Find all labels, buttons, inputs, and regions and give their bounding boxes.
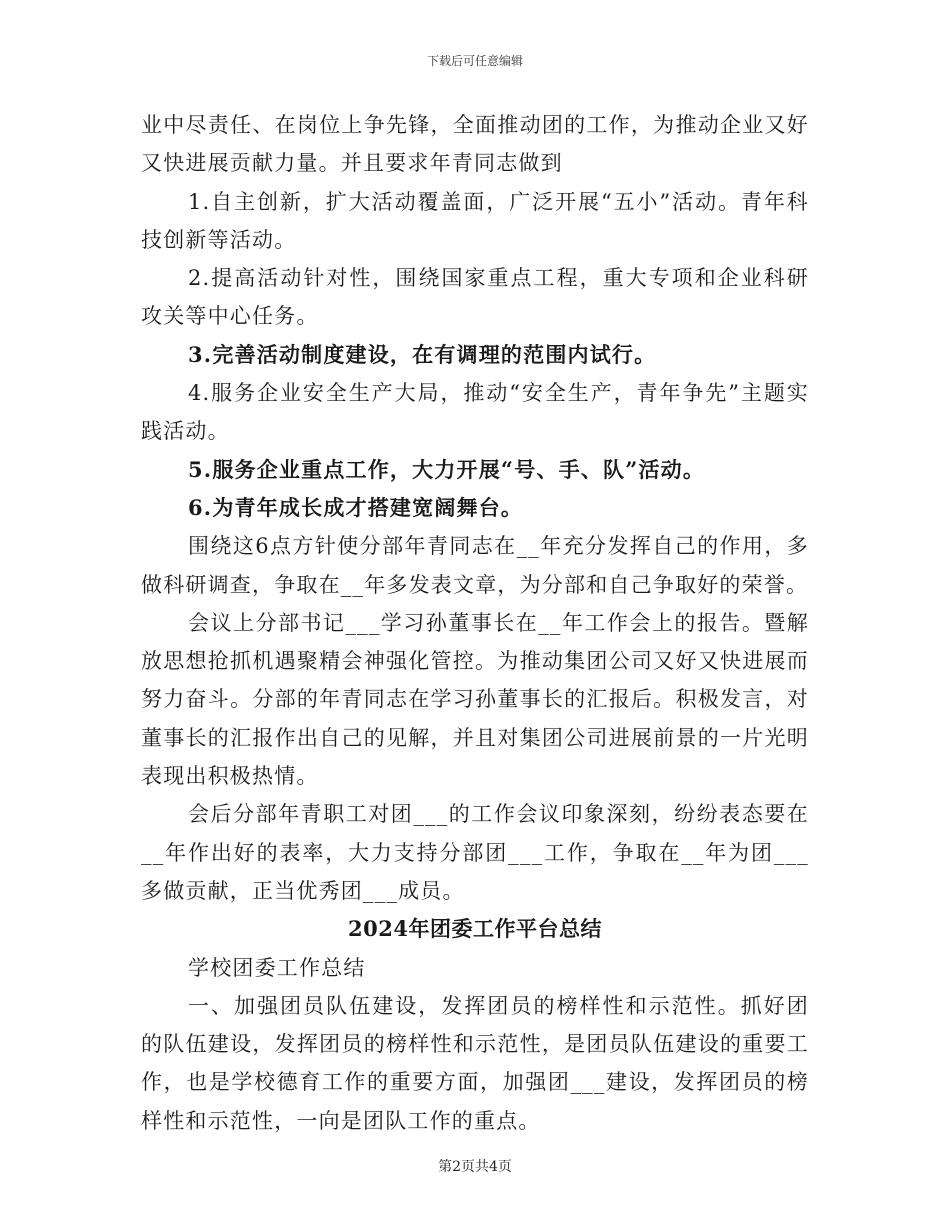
list-item-2: 2.提高活动针对性，围绕国家重点工程，重大专项和企业科研攻关等中心任务。: [141, 266, 809, 329]
paragraph: 一、加强团员队伍建设，发挥团员的榜样性和示范性。抓好团的队伍建设，发挥团员的榜样性和示范性，是团员队伍建设的重要工作，也是学校德育工作的重要方面，加强团___建设，发挥团员的榜样性和示范性，一向是团队工作的重点。: [141, 993, 809, 1133]
paragraph: 会后分部年青职工对团___的工作会议印象深刻，纷纷表态要在__年作出好的表率，大力支持分部团___工作，争取在__年为团___多做贡献，正当优秀团___成员。: [141, 802, 809, 903]
paragraph: 会议上分部书记___学习孙董事长在__年工作会上的报告。暨解放思想抢抓机遇聚精会神强化管控。为推动集团公司又好又快进展而努力奋斗。分部的年青同志在学习孙董事长的汇报后。积极发言，对董事长的汇报作出自己的见解，并且对集团公司进展前景的一片光明表现出积极热情。: [141, 610, 809, 789]
page-header: 下载后可任意编辑: [426, 54, 523, 68]
list-item-5: 5.服务企业重点工作，大力开展“号、手、队”活动。: [188, 456, 706, 482]
page-footer: 第2页共4页: [438, 1159, 512, 1175]
list-item-4: 4.服务企业安全生产大局，推动“安全生产，青年争先”主题实践活动。: [141, 381, 809, 444]
list-item-6: 6.为青年成长成才搭建宽阔舞台。: [188, 494, 524, 520]
list-item-1: 1.自主创新，扩大活动覆盖面，广泛开展“五小”活动。青年科技创新等活动。: [141, 189, 809, 252]
section-title: 2024年团委工作平台总结: [348, 916, 602, 942]
paragraph: 围绕这6点方针使分部年青同志在__年充分发挥自己的作用，多做科研调查，争取在__年多发表文章，为分部和自己争取好的荣誉。: [141, 534, 809, 597]
list-item-3: 3.完善活动制度建设，在有调理的范围内试行。: [188, 341, 657, 367]
document-body: [141, 106, 809, 1140]
subheading: 学校团委工作总结: [188, 955, 366, 980]
paragraph: 业中尽责任、在岗位上争先锋，全面推动团的工作，为推动企业又好又快进展贡献力量。并且要求年青同志做到: [141, 113, 809, 176]
